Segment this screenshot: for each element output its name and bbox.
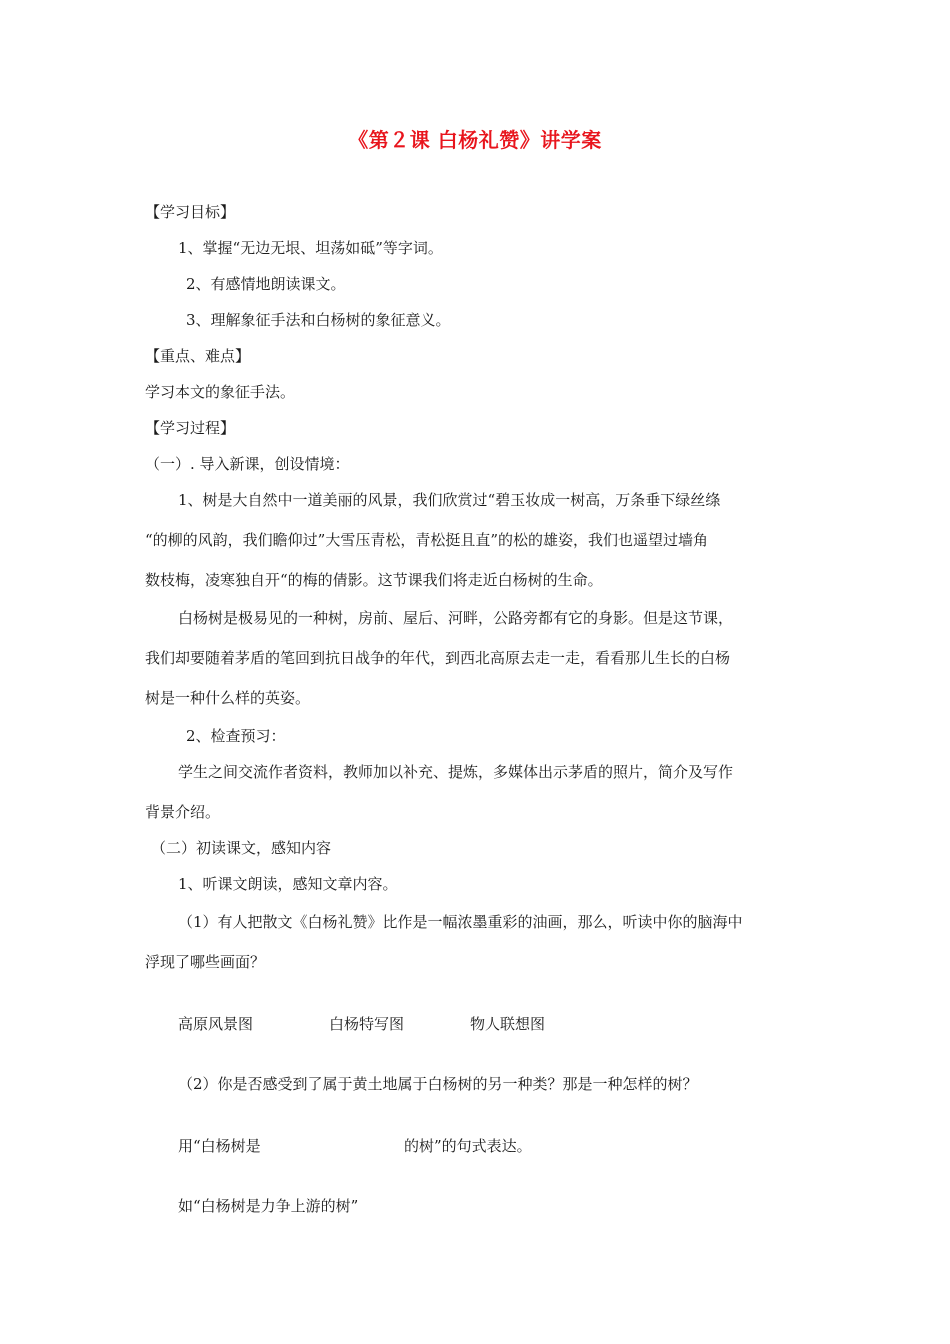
paragraph-line: 1、树是大自然中一道美丽的风景，我们欣赏过“碧玉妆成一树高，万条垂下绿丝绦	[178, 491, 721, 509]
goal-item: 2、有感情地朗读课文。	[186, 275, 346, 293]
listen-line: 1、听课文朗读，感知文章内容。	[178, 875, 398, 893]
fill-right-text: 的树”的句式表达。	[404, 1137, 532, 1155]
question-line: 浮现了哪些画面？	[145, 953, 266, 971]
process-heading: 【学习过程】	[145, 419, 236, 437]
document-title: 《第２课 白杨礼赞》讲学案	[348, 128, 602, 152]
picture-item: 白杨特写图	[329, 1015, 405, 1033]
focus-text: 学习本文的象征手法。	[145, 383, 296, 401]
goal-item: 1、掌握“无边无垠、坦荡如砥”等字词。	[178, 239, 443, 257]
paragraph-line: 背景介绍。	[145, 803, 221, 821]
paragraph-line: 我们却要随着茅盾的笔回到抗日战争的年代，到西北高原去走一走，看看那儿生长的白杨	[145, 649, 731, 667]
fill-left-text: 用“白杨树是	[178, 1137, 261, 1155]
goals-heading: 【学习目标】	[145, 203, 236, 221]
question-line: （2）你是否感受到了属于黄土地属于白杨树的另一种类？那是一种怎样的树？	[178, 1075, 698, 1093]
paragraph-line: 学生之间交流作者资料，教师加以补充、提炼，多媒体出示茅盾的照片，简介及写作	[178, 763, 734, 781]
question-line: （1）有人把散文《白杨礼赞》比作是一幅浓墨重彩的油画，那么，听读中你的脑海中	[178, 913, 743, 931]
picture-item: 物人联想图	[470, 1015, 546, 1033]
paragraph-line: 树是一种什么样的英姿。	[145, 689, 311, 707]
part1-heading: （一）. 导入新课，创设情境：	[145, 455, 350, 473]
part2-heading: （二）初读课文，感知内容	[151, 839, 332, 857]
preview-heading: 2、检查预习：	[186, 727, 286, 745]
paragraph-line: “的柳的风韵，我们瞻仰过”大雪压青松，青松挺且直”的松的雄姿，我们也遥望过墙角	[145, 531, 709, 549]
picture-item: 高原风景图	[178, 1015, 254, 1033]
paragraph-line: 白杨树是极易见的一种树，房前、屋后、河畔，公路旁都有它的身影。但是这节课，	[178, 609, 734, 627]
focus-heading: 【重点、难点】	[145, 347, 251, 365]
example-line: 如“白杨树是力争上游的树”	[178, 1197, 359, 1215]
paragraph-line: 数枝梅，凌寒独自开“的梅的倩影。这节课我们将走近白杨树的生命。	[145, 571, 603, 589]
goal-item: 3、理解象征手法和白杨树的象征意义。	[186, 311, 451, 329]
